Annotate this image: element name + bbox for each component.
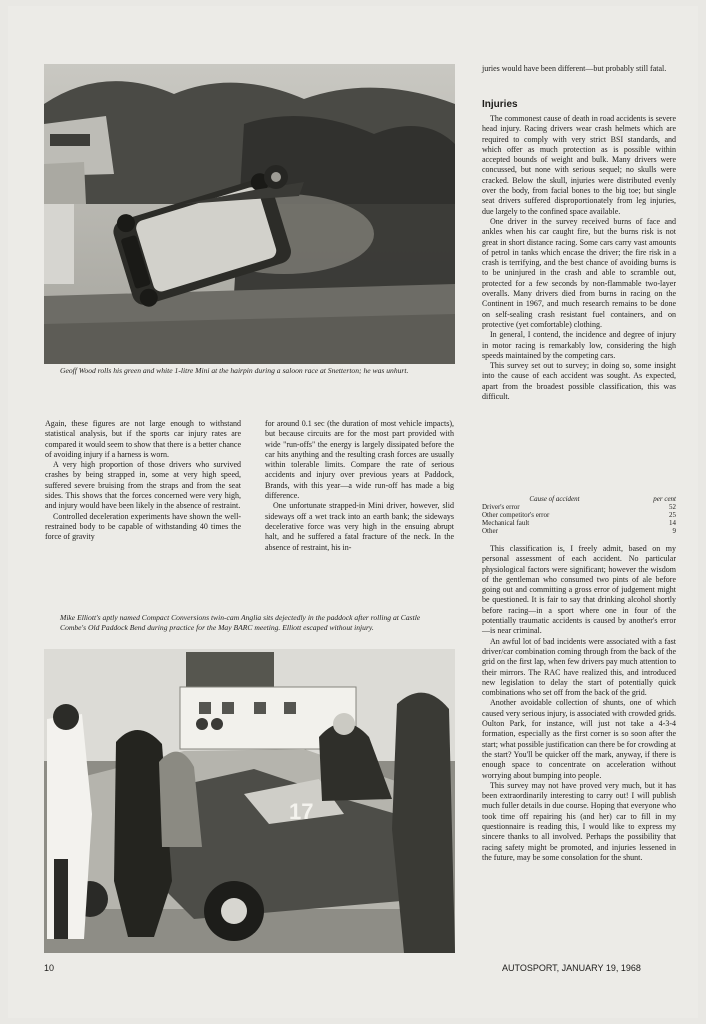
percent-column-header: per cent	[653, 495, 676, 503]
left-paragraph-3: Controlled deceleration experiments have shown the well-restrained body to be capable of withstanding 40 times the force of gravity	[45, 511, 241, 542]
table-row	[482, 527, 676, 535]
percent-cell: 25	[669, 511, 676, 519]
bottom-photo-caption: Mike Elliott's aptly named Compact Conversions twin-cam Anglia sits dejectedly in the paddock after rolling at Castle Combe's Old Paddock Bend during practice for the May BARC meeting. Elliott escaped without injury.	[60, 613, 421, 632]
anglia-paddock-illustration	[44, 649, 455, 953]
right-paragraph-0: juries would have been different—but probably still fatal.	[482, 64, 667, 73]
middle-paragraph-2: One unfortunate strapped-in Mini driver, however, slid sideways off a wet track into an earth bank; the sideways decelerative force was very high in the ensuing abrupt halt, and he suffered a fatal fracture of the neck. In the absence of restraint, his in-	[265, 501, 454, 552]
injuries-heading: Injuries	[482, 99, 518, 110]
cause-cell: Driver's error	[482, 503, 520, 511]
left-text-column	[45, 419, 241, 543]
percent-cell: 52	[669, 503, 676, 511]
page-number: 10	[44, 963, 55, 973]
publication-line: AUTOSPORT, JANUARY 19, 1968	[502, 963, 641, 973]
cause-cell: Mechanical fault	[482, 519, 530, 527]
cause-cell: Other	[482, 527, 498, 535]
magazine-page	[8, 6, 698, 1018]
middle-paragraph-1: for around 0.1 sec (the duration of most vehicle impacts), but because circuits are for the most part provided with wide "run-offs" the energy is largely dissipated before the car hits anything and the resulting crash forces are usually within tolerable limits. Compare the rate of serious accidents and injury over previous years at Paddock, Brands, with this year—a wide run-off has made a big difference.	[265, 419, 454, 501]
table-row	[482, 511, 676, 519]
right-paragraph-6: An awful lot of bad incidents were associated with a fast driver/car combination coming through from the back of the grid on the first lap, when few drivers pay much attention to their mirrors. The RAC have realized this, and introduced new legislation to delay the start of potentially quick combinations who set off from the back of the grid.	[482, 636, 676, 698]
left-paragraph-2: A very high proportion of those drivers who survived crashes by being strapped in, some at very high speed, suffered severe bruising from the straps and from the seat sides. This shows that the forces concerned were very high, and injury would have been likely in the absence of restraint.	[45, 460, 241, 511]
right-paragraph-8: This survey may not have proved very much, but it has been extraordinarily interesting to carry out! I will publish much fuller details in due course. Hoping that everyone who took time off repairing his (and her) car to fill in my questionnaire is reading this, I would like to express my sincere thanks to all involved. Perhaps the possibility that racing safety might be promoted, and injuries lessened in the future, may be some consolation for the shunt.	[482, 780, 676, 862]
percent-cell: 14	[669, 519, 676, 527]
right-paragraph-1: The commonest cause of death in road accidents is severe head injury. Racing drivers wear crash helmets which are required to comply with very strict BSI standards, and which offer as much protection as is possible within accepted bounds of weight and bulk. Many drivers were concussed, but none with serious sequel; no skulls were cracked. Below the skull, injuries were distributed evenly over the body, from facial bones to the big toe; but single seat drivers suffered disproportionately from leg injuries, due largely to the confined space available.	[482, 114, 676, 216]
top-photo-caption: Geoff Wood rolls his green and white 1-litre Mini at the hairpin during a saloon race at Snetterton; he was unhurt.	[60, 366, 409, 375]
table-row	[482, 519, 676, 527]
percent-cell: 9	[672, 527, 676, 535]
bottom-photo-anglia-paddock	[44, 649, 455, 953]
right-text-column-injuries	[482, 114, 676, 402]
right-paragraph-3: In general, I contend, the incidence and degree of injury in motor racing is remarkably low, considering the high speeds maintained by the competing cars.	[482, 330, 676, 360]
cause-cell: Other competitor's error	[482, 511, 550, 519]
right-paragraph-5: This classification is, I freely admit, based on my personal assessment of each accident. No particular physiological factors were significant; however the wisdom of the gentleman who consumed two pints of ale before going out and committing a gross error of judgement might be questioned. It is fair to say that drinking alcohol shortly before racing—in a sport where one in four of the potentially traumatic accidents is caused by another's error—is near criminal.	[482, 544, 676, 636]
right-paragraph-2: One driver in the survey received burns of face and ankles when his car caught fire, but the burns risk is not great in short distance racing. Some cars carry vast amounts of petrol in tanks which encase the driver; the fire risk in a crash is terrifying, and the best chance of avoiding burns is to be uninjured in the crash and able to scramble out, protected for a few seconds by non-flammable two-layer overalls. Many drivers died from burns in racing on the Continent in 1967, and much research remains to be done on self-sealing crash resistant fuel containers, and on protective (yet comfortable) clothing.	[482, 216, 676, 329]
right-paragraph-4: This survey set out to survey; in doing so, some insight into the cause of each accident was sought. As expected, apart from the broadest possible classification, this was difficult.	[482, 361, 676, 402]
middle-text-column	[265, 419, 454, 553]
mini-rollover-illustration	[44, 64, 455, 364]
top-photo-mini-rollover	[44, 64, 455, 364]
left-paragraph-1: Again, these figures are not large enough to withstand statistical analysis, but if the sports car injury rates are compared it would seem to show that there is a better chance of avoiding injury if a harness is worn.	[45, 419, 241, 459]
cause-column-header: Cause of accident	[529, 495, 580, 503]
right-paragraph-7: Another avoidable collection of shunts, one of which caused very serious injury, is associated with crowded grids. Oulton Park, for instance, will just not take a 4-3-4 formation, especially as the first corner is so soon after the start; what possible justification can there be for crowding at the start? You'll be quicker off the mark, anyway, if there is enough space to concentrate on acceleration without worrying about bumping into people.	[482, 698, 676, 780]
car-number: 17	[289, 799, 314, 824]
right-text-column-bottom	[482, 544, 676, 863]
right-text-column-top	[482, 64, 676, 74]
cause-of-accident-table	[482, 495, 676, 535]
table-row	[482, 503, 676, 511]
